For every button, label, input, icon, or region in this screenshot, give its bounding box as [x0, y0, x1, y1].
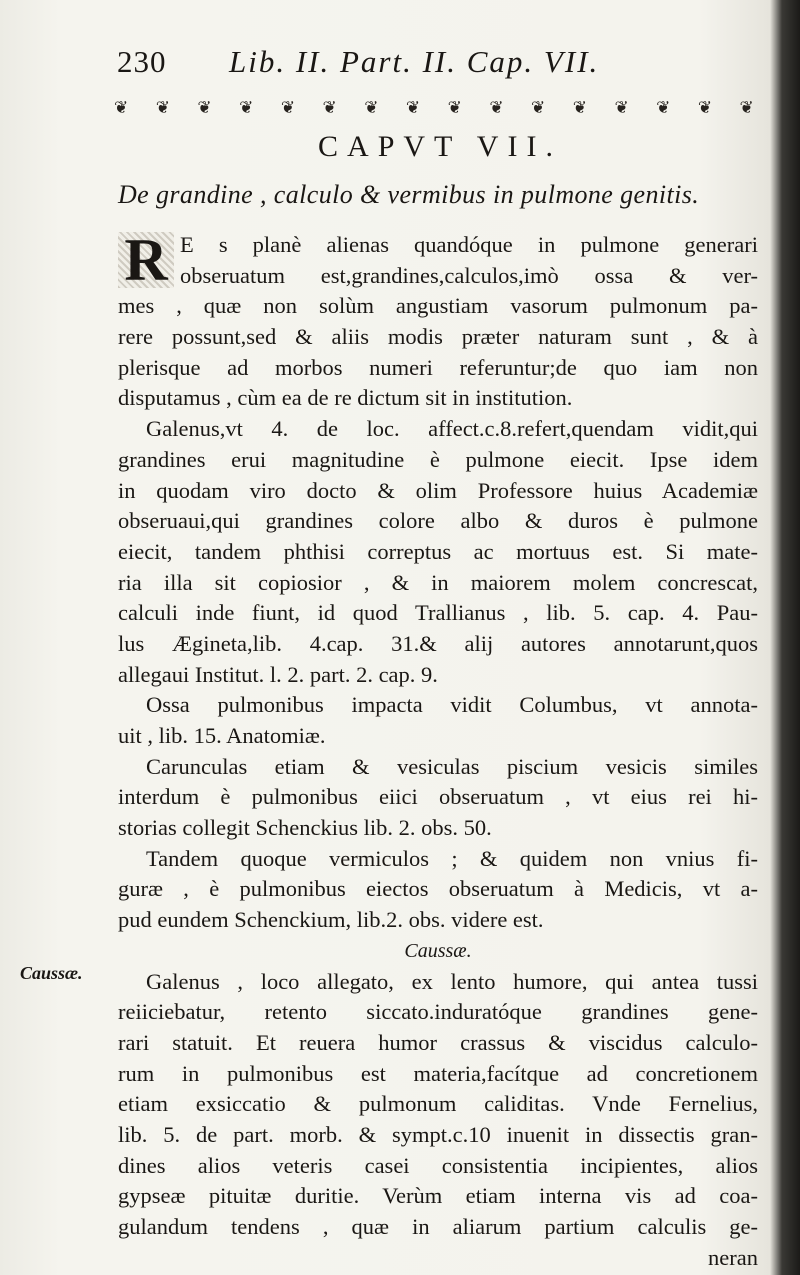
ornament-border	[114, 98, 754, 118]
text-line: grandines erui magnitudine è pulmone eiecit. Ipse idem	[118, 446, 758, 472]
text-line: calculi inde fiunt, id quod Trallianus , lib. 5. cap. 4. Pau-	[118, 600, 758, 626]
text-line: gypseæ pituitæ duritie. Verùm etiam interna vis ad coa-	[118, 1183, 758, 1209]
ornament-glyph: ❦	[614, 98, 629, 117]
ornament-glyph: ❦	[280, 98, 296, 117]
ornament-glyph: ❦	[114, 98, 129, 117]
ornament-glyph: ❦	[155, 98, 170, 117]
ornament-glyph: ❦	[697, 98, 713, 117]
text-line: in quodam viro docto & olim Professore huius Academiæ	[118, 477, 758, 503]
ornament-glyph: ❦	[197, 98, 212, 117]
text-line: Tandem quoque vermiculos ; & quidem non vnius fi-	[146, 845, 758, 871]
text-line: guræ , è pulmonibus eiectos obseruatum à Medicis, vt a-	[118, 876, 758, 902]
text-line: disputamus , cùm ea de re dictum sit in institution.	[118, 385, 573, 411]
chapter-subtitle: De grandine , calculo & vermibus in pulmone genitis.	[118, 180, 700, 209]
text-line: plerisque ad morbos numeri referuntur;de quo iam non	[118, 354, 758, 380]
drop-cap-initial: R	[118, 232, 174, 288]
running-head-title: Lib. II. Part. II. Cap. VII.	[229, 44, 600, 79]
text-line: dines alios veteris casei consistentia incipientes, alios	[118, 1152, 758, 1178]
text-line: obseruaui,qui grandines colore albo & duros è pulmone	[118, 508, 758, 534]
ornament-glyph: ❦	[531, 98, 546, 117]
ornament-glyph: ❦	[739, 98, 754, 117]
text-line: storias collegit Schenckius lib. 2. obs. 50.	[118, 815, 492, 841]
section-heading: Caussæ.	[404, 939, 472, 962]
text-line: reiiciebatur, retento siccato.induratóque grandines gene-	[118, 999, 758, 1025]
text-line: lib. 5. de part. morb. & sympt.c.10 inuenit in dissectis gran-	[118, 1121, 758, 1147]
ornament-glyph: ❦	[447, 98, 462, 117]
text-line: rere possunt,sed & aliis modis præter naturam sunt , & à	[118, 324, 758, 350]
text-line: Galenus , loco allegato, ex lento humore, qui antea tussi	[146, 968, 758, 994]
text-line: gulandum tendens , quæ in aliarum partium calculis ge-	[118, 1214, 758, 1239]
text-line: rari statuit. Et reuera humor crassus & viscidus calculo-	[118, 1029, 758, 1055]
text-line: obseruatum est,grandines,calculos,imò ossa & ver-	[180, 262, 758, 288]
text-line: pud eundem Schenckium, lib.2. obs. videre est.	[118, 907, 544, 933]
chapter-title: CAPVT VII.	[318, 130, 562, 163]
text-line: interdum è pulmonibus eiici obseruatum , vt eius rei hi-	[118, 784, 758, 810]
text-line: ria illa sit copiosior , & in maiorem molem concrescat,	[118, 569, 758, 595]
text-line: rum in pulmonibus est materia,facítque ad concretionem	[118, 1060, 758, 1086]
text-line: etiam exsiccatio & pulmonum caliditas. Vnde Fernelius,	[118, 1091, 758, 1117]
catchword: neran	[708, 1244, 758, 1270]
ornament-glyph: ❦	[364, 98, 379, 117]
ornament-glyph: ❦	[322, 98, 337, 117]
margin-note: Caussæ.	[20, 963, 83, 983]
text-line: lus Ægineta,lib. 4.cap. 31.& alij autores annotarunt,quos	[118, 630, 758, 656]
text-line: allegaui Institut. l. 2. part. 2. cap. 9.	[118, 661, 438, 687]
text-line: E s planè alienas quandóque in pulmone generari	[180, 232, 758, 257]
text-line: eiecit, tandem phthisi correptus ac mortuus est. Si mate-	[118, 538, 758, 564]
ornament-glyph: ❦	[489, 98, 504, 117]
text-line: mes , quæ non solùm angustiam vasorum pulmonum pa-	[118, 293, 758, 319]
page-number: 230	[117, 44, 167, 79]
text-line: Galenus,vt 4. de loc. affect.c.8.refert,quendam vidit,qui	[146, 416, 758, 442]
ornament-glyph: ❦	[405, 98, 421, 117]
ornament-glyph: ❦	[656, 98, 671, 117]
body-text	[118, 230, 758, 1273]
ornament-glyph: ❦	[572, 98, 587, 117]
running-header	[117, 44, 677, 88]
text-line: Carunculas etiam & vesiculas piscium vesicis similes	[146, 753, 758, 779]
text-line: uit , lib. 15. Anatomiæ.	[118, 723, 326, 748]
ornament-glyph: ❦	[239, 98, 254, 117]
text-line: Ossa pulmonibus impacta vidit Columbus, vt annota-	[146, 692, 758, 718]
